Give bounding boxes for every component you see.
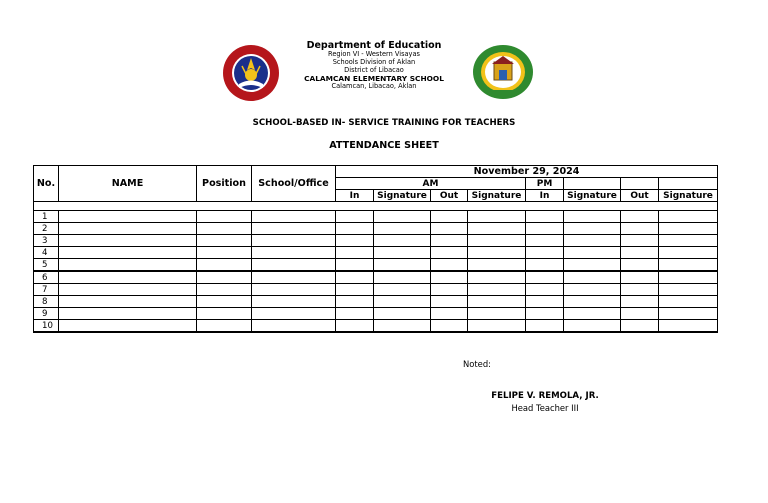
table-cell: [374, 271, 431, 284]
table-row: [34, 271, 718, 284]
header-row-date: [34, 166, 718, 178]
row-number: 6: [34, 271, 59, 284]
table-cell: [374, 235, 431, 247]
table-cell: [252, 211, 336, 223]
table-cell: [59, 247, 197, 259]
table-cell: [336, 308, 374, 320]
table-cell: [336, 247, 374, 259]
table-cell: [336, 271, 374, 284]
district-name: District of Libacao: [344, 65, 404, 74]
deped-division-seal-icon: [222, 44, 280, 102]
table-cell: [197, 308, 252, 320]
table-cell: [564, 259, 621, 272]
pm-blank-header-3: [659, 178, 718, 190]
table-cell: [621, 320, 659, 333]
table-cell: [197, 296, 252, 308]
table-cell: [564, 320, 621, 333]
table-cell: [431, 235, 468, 247]
am-in-header: In: [336, 190, 374, 202]
department-name: Department of Education: [306, 40, 442, 51]
table-cell: [431, 284, 468, 296]
noted-label: Noted:: [463, 359, 491, 369]
am-out-signature-header: Signature: [468, 190, 526, 202]
table-cell: [252, 259, 336, 272]
table-cell: [564, 308, 621, 320]
table-cell: [468, 247, 526, 259]
table-cell: [526, 259, 564, 272]
pm-out-header: Out: [621, 190, 659, 202]
table-cell: [197, 223, 252, 235]
table-row: [34, 296, 718, 308]
school-address: Calamcan, Libacao, Aklan: [331, 82, 417, 91]
row-number: 10: [34, 320, 59, 333]
row-number: 8: [34, 296, 59, 308]
table-cell: [252, 284, 336, 296]
table-cell: [197, 320, 252, 333]
table-cell: [374, 308, 431, 320]
table-cell: [468, 296, 526, 308]
am-out-header: Out: [431, 190, 468, 202]
table-cell: [659, 284, 718, 296]
table-cell: [621, 296, 659, 308]
col-name-header: NAME: [59, 166, 197, 202]
table-cell: [468, 235, 526, 247]
table-cell: [526, 235, 564, 247]
table-cell: [336, 235, 374, 247]
table-cell: [431, 320, 468, 333]
table-row: [34, 259, 718, 272]
row-number: 2: [34, 223, 59, 235]
table-cell: [59, 271, 197, 284]
attendance-sheet-title: ATTENDANCE SHEET: [329, 140, 439, 151]
table-cell: [526, 247, 564, 259]
row-number: 1: [34, 211, 59, 223]
pm-blank-header-1: [564, 178, 621, 190]
row-number: 5: [34, 259, 59, 272]
table-cell: [468, 211, 526, 223]
table-cell: [621, 247, 659, 259]
table-row: [34, 308, 718, 320]
table-cell: [252, 308, 336, 320]
table-cell: [336, 259, 374, 272]
signatory-name: FELIPE V. REMOLA, JR.: [491, 391, 599, 401]
table-cell: [59, 235, 197, 247]
table-cell: [564, 235, 621, 247]
table-cell: [59, 223, 197, 235]
table-cell: [659, 308, 718, 320]
row-number: 9: [34, 308, 59, 320]
blank-cell: [34, 202, 718, 211]
pm-in-signature-header: Signature: [564, 190, 621, 202]
table-cell: [59, 284, 197, 296]
table-cell: [431, 211, 468, 223]
letterhead: [284, 40, 464, 91]
table-cell: [621, 223, 659, 235]
row-number: 4: [34, 247, 59, 259]
table-cell: [468, 223, 526, 235]
table-cell: [526, 271, 564, 284]
table-cell: [659, 320, 718, 333]
pm-in-header: In: [526, 190, 564, 202]
table-row: [34, 223, 718, 235]
table-cell: [197, 259, 252, 272]
pm-out-signature-header: Signature: [659, 190, 718, 202]
table-cell: [59, 320, 197, 333]
table-cell: [197, 284, 252, 296]
table-row: [34, 320, 718, 333]
pm-blank-header-2: [621, 178, 659, 190]
table-row: [34, 235, 718, 247]
table-cell: [468, 271, 526, 284]
table-cell: [59, 259, 197, 272]
table-cell: [659, 247, 718, 259]
table-cell: [197, 247, 252, 259]
table-cell: [197, 235, 252, 247]
row-number: 3: [34, 235, 59, 247]
table-cell: [59, 308, 197, 320]
table-cell: [468, 259, 526, 272]
school-seal-icon: [472, 44, 534, 100]
table-cell: [336, 211, 374, 223]
am-header: AM: [336, 178, 526, 190]
signatory-title: Head Teacher III: [511, 403, 579, 413]
school-name: CALAMCAN ELEMENTARY SCHOOL: [304, 73, 444, 83]
table-cell: [659, 259, 718, 272]
table-cell: [659, 235, 718, 247]
division-name: Schools Division of Aklan: [332, 57, 416, 66]
table-cell: [431, 296, 468, 308]
table-cell: [468, 284, 526, 296]
table-cell: [621, 235, 659, 247]
table-cell: [468, 308, 526, 320]
table-cell: [621, 284, 659, 296]
table-cell: [526, 320, 564, 333]
table-cell: [526, 284, 564, 296]
attendance-table: [33, 165, 718, 333]
table-cell: [374, 284, 431, 296]
am-in-signature-header: Signature: [374, 190, 431, 202]
table-cell: [252, 223, 336, 235]
table-cell: [431, 271, 468, 284]
table-cell: [431, 247, 468, 259]
table-cell: [252, 271, 336, 284]
col-school-office-header: School/Office: [252, 166, 336, 202]
region-name: Region VI - Western Visayas: [328, 50, 420, 59]
table-cell: [564, 247, 621, 259]
table-cell: [252, 247, 336, 259]
table-cell: [336, 320, 374, 333]
table-cell: [564, 223, 621, 235]
training-title: SCHOOL-BASED IN- SERVICE TRAINING FOR TEACHERS: [252, 118, 516, 128]
table-cell: [621, 259, 659, 272]
table-cell: [374, 320, 431, 333]
table-cell: [526, 308, 564, 320]
blank-row: [34, 202, 718, 211]
table-cell: [252, 296, 336, 308]
table-cell: [374, 247, 431, 259]
table-cell: [621, 211, 659, 223]
table-cell: [431, 223, 468, 235]
table-row: [34, 284, 718, 296]
table-cell: [59, 211, 197, 223]
table-cell: [659, 223, 718, 235]
date-header: November 29, 2024: [336, 166, 718, 178]
col-no-header: No.: [34, 166, 59, 202]
table-cell: [431, 259, 468, 272]
table-cell: [336, 223, 374, 235]
table-cell: [564, 271, 621, 284]
table-cell: [659, 271, 718, 284]
table-cell: [336, 296, 374, 308]
table-cell: [197, 271, 252, 284]
pm-header: PM: [526, 178, 564, 190]
table-cell: [621, 271, 659, 284]
table-cell: [564, 296, 621, 308]
table-cell: [526, 223, 564, 235]
table-cell: [659, 211, 718, 223]
row-number: 7: [34, 284, 59, 296]
attendance-rows: [34, 211, 718, 333]
table-cell: [564, 211, 621, 223]
table-row: [34, 247, 718, 259]
table-cell: [621, 308, 659, 320]
table-cell: [526, 296, 564, 308]
table-cell: [431, 308, 468, 320]
table-cell: [252, 235, 336, 247]
table-cell: [252, 320, 336, 333]
table-cell: [197, 211, 252, 223]
table-cell: [374, 296, 431, 308]
table-cell: [374, 259, 431, 272]
col-position-header: Position: [197, 166, 252, 202]
table-cell: [526, 211, 564, 223]
table-cell: [59, 296, 197, 308]
table-cell: [336, 284, 374, 296]
table-cell: [659, 296, 718, 308]
table-cell: [374, 211, 431, 223]
table-cell: [564, 284, 621, 296]
table-cell: [374, 223, 431, 235]
table-row: [34, 211, 718, 223]
table-cell: [468, 320, 526, 333]
